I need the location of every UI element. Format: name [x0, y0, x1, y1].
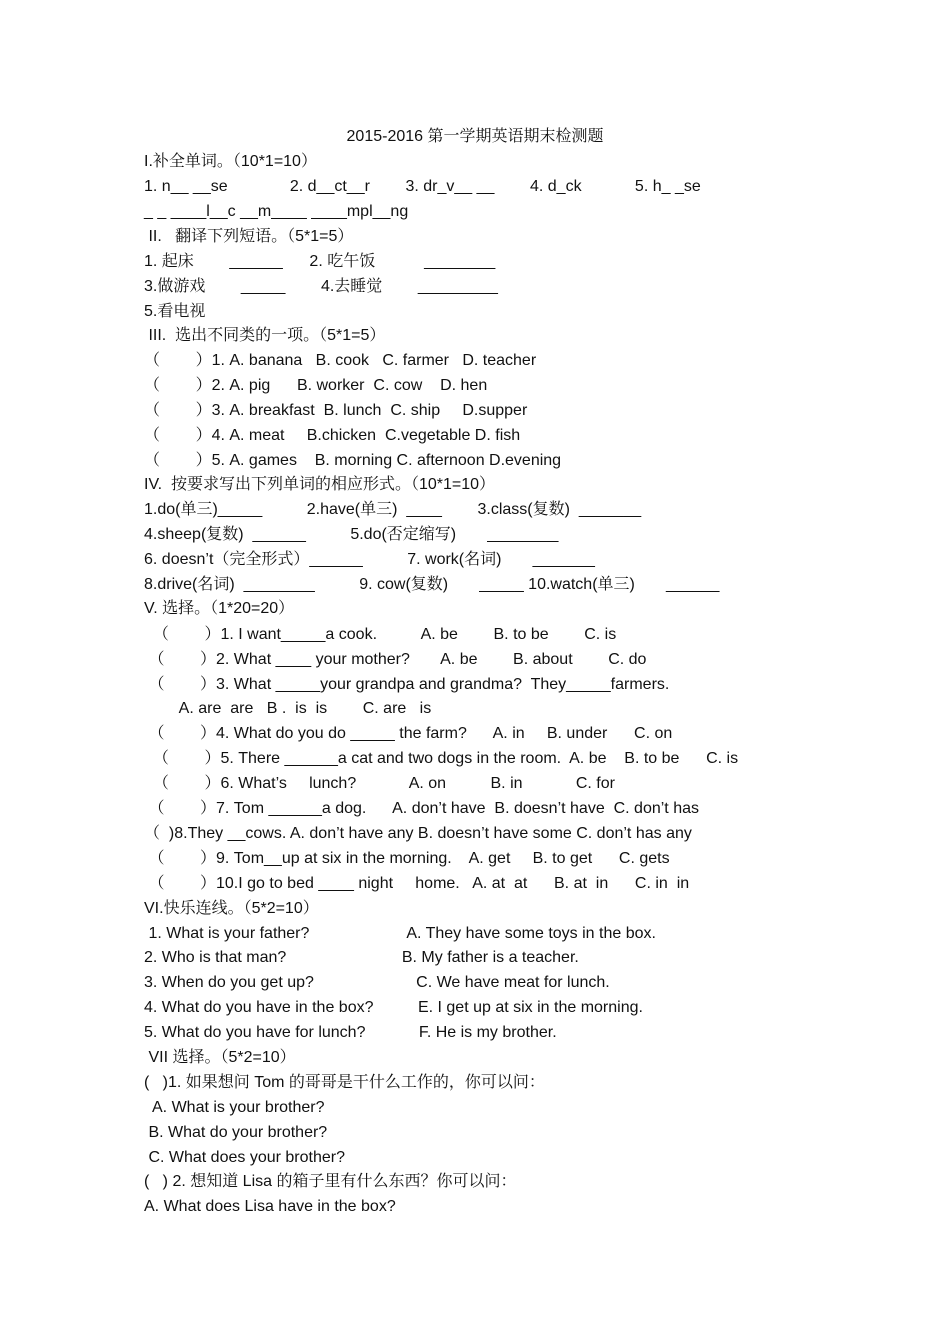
match-line: 4. What do you have in the box? E. I get up at six in the morning. [144, 999, 643, 1016]
section-4-heading: IV. 按要求写出下列单词的相应形式。（10*1=10） [144, 476, 496, 493]
question-line: （ )8.They __cows. A. don’t have any B. doesn’t have some C. don’t has any [144, 825, 692, 842]
section-7-heading: VII 选择。（5*2=10） [144, 1049, 296, 1066]
section-2-heading: II. 翻译下列短语。（5*1=5） [144, 228, 354, 245]
page-title: 2015-2016 第一学期英语期末检测题 [346, 128, 604, 145]
question-line: （ ）3. A. breakfast B. lunch C. ship D.supper [144, 402, 528, 419]
question-line: （ ）4. A. meat B.chicken C.vegetable D. fish [144, 427, 521, 444]
text-line: 8.drive(名词) ________ 9. cow(复数) _____ 10.watch(单三) ______ [144, 576, 720, 593]
section-1-heading: I.补全单词。（10*1=10） [144, 153, 317, 170]
text-line: 1. n__ __se 2. d__ct__r 3. dr_v__ __ 4. d_ck 5. h_ _se [144, 178, 701, 195]
text-line: 4.sheep(复数) ______ 5.do(否定缩写) ________ [144, 526, 559, 543]
section-3-heading: III. 选出不同类的一项。（5*1=5） [144, 327, 386, 344]
section-6-heading: VI.快乐连线。（5*2=10） [144, 900, 319, 917]
question-line: ( )1. 如果想问 Tom 的哥哥是干什么工作的，你可以问： [144, 1074, 545, 1091]
question-line: （ ）5. A. games B. morning C. afternoon D.evening [144, 452, 562, 469]
option-line: B. What do your brother? [144, 1124, 328, 1141]
question-line: （ ）6. What’s lunch? A. on B. in C. for [144, 775, 615, 792]
text-line: 3.做游戏 _____ 4.去睡觉 _________ [144, 278, 498, 295]
text-line: 5.看电视 [144, 303, 206, 320]
question-line: （ ）4. What do you do _____ the farm? A. in B. under C. on [144, 725, 673, 742]
question-line: （ ）1. I want_____a cook. A. be B. to be C. is [144, 626, 617, 643]
question-line: （ ）5. There ______a cat and two dogs in the room. A. be B. to be C. is [144, 750, 739, 767]
option-line: A. What is your brother? [144, 1099, 325, 1116]
section-5-heading: V. 选择。（1*20=20） [144, 600, 295, 617]
question-line: （ ）1. A. banana B. cook C. farmer D. teacher [144, 352, 537, 369]
question-line: （ ）3. What _____your grandpa and grandma? They_____farmers. [144, 676, 670, 693]
match-line: 1. What is your father? A. They have some toys in the box. [144, 925, 656, 942]
question-line: A. are are B . is is C. are is [144, 700, 432, 717]
question-line: （ ）2. A. pig B. worker C. cow D. hen [144, 377, 488, 394]
question-line: （ ）7. Tom ______a dog. A. don’t have B. doesn’t have C. don’t has [144, 800, 699, 817]
option-line: A. What does Lisa have in the box? [144, 1198, 396, 1215]
question-line: （ ）9. Tom__up at six in the morning. A. get B. to get C. gets [144, 850, 670, 867]
text-line: 1.do(单三)_____ 2.have(单三) ____ 3.class(复数) _______ [144, 501, 642, 518]
match-line: 5. What do you have for lunch? F. He is my brother. [144, 1024, 557, 1041]
option-line: C. What does your brother? [144, 1149, 345, 1166]
text-line: 6. doesn’t（完全形式）______ 7. work(名词) _______ [144, 551, 595, 568]
question-line: ( ) 2. 想知道 Lisa 的箱子里有什么东西？你可以问： [144, 1173, 517, 1190]
text-line: _ _ ____l__c __m____ ____mpl__ng [144, 203, 409, 220]
match-line: 3. When do you get up? C. We have meat for lunch. [144, 974, 610, 991]
question-line: （ ）10.I go to bed ____ night home. A. at at B. at in C. in in [144, 875, 690, 892]
text-line: 1. 起床 ______ 2. 吃午饭 ________ [144, 253, 496, 270]
match-line: 2. Who is that man? B. My father is a teacher. [144, 949, 579, 966]
question-line: （ ）2. What ____ your mother? A. be B. about C. do [144, 651, 647, 668]
